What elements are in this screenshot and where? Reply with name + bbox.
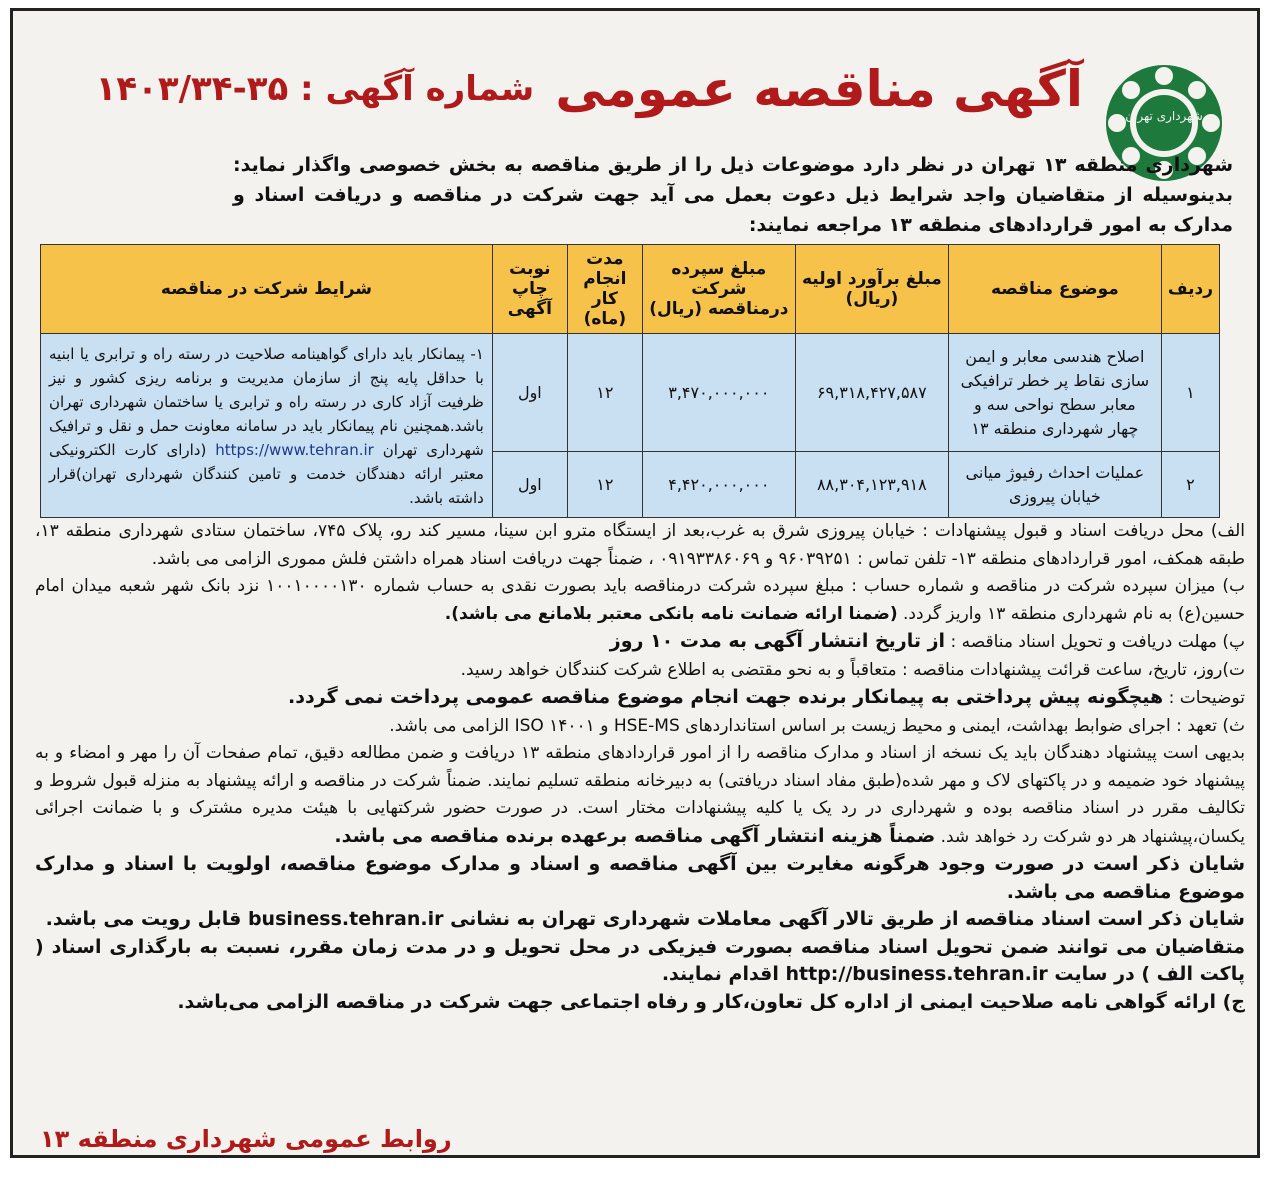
conditions-tail: (دارای کارت الکترونیکی معتبر ارائه دهندگان خدمت و تامین کنندگان شهرداری تهران)قرار داشته باشد. [49,440,484,507]
cell-conditions [41,334,493,518]
general-bold: ضمناً هزینه انتشار آگهی مناقصه برعهده برنده مناقصه می باشد. [334,824,936,847]
title-row [43,60,1083,150]
corner-blank [990,1160,1273,1193]
table-header-row [41,245,1220,334]
cell-deposit: ۴,۴۲۰,۰۰۰,۰۰۰ [642,452,795,518]
clause-pe [35,628,1245,657]
clause-be-text: ب) میزان سپرده شرکت در مناقصه و شماره حساب : مبلغ سپرده شرکت درمناقصه باید بصورت نقدی به حساب شماره ۱۰۰۱۰۰۰۰۱۳۰ نزد بانک شهر شعبه میدان امام حسین(ع) به نام شهرداری منطقه ۱۳ واریز گردد. [35,576,1245,624]
cell-print: اول [492,452,567,518]
cell-print: اول [492,334,567,452]
tender-table [40,244,1220,518]
header-conditions: شرایط شرکت در مناقصه [41,245,493,334]
cell-row-number: ۲ [1161,452,1219,518]
clause-jim: ج) ارائه گواهی نامه صلاحیت ایمنی از اداره کل تعاون،کار و رفاه اجتماعی جهت شرکت در مناقصه الزامی می‌باشد. [177,990,1245,1013]
clause-notes [35,684,1245,713]
header-subject: موضوع مناقصه [948,245,1161,334]
notes-label: توضیحات : [1168,688,1245,708]
header-row-number: ردیف [1161,245,1219,334]
note-portal: شایان ذکر است اسناد مناقصه از طریق تالار آگهی معاملات شهرداری تهران به نشانی business.tehran.ir قابل رویت می باشد. [45,908,1245,930]
notes-bold: هیچگونه پیش پرداختی به پیمانکار برنده جهت انجام موضوع مناقصه عمومی پرداخت نمی گردد. [288,686,1164,708]
cell-estimate: ۸۸,۳۰۴,۱۲۳,۹۱۸ [795,452,948,518]
table-row [41,334,1220,452]
cell-estimate: ۶۹,۳۱۸,۴۲۷,۵۸۷ [795,334,948,452]
cell-row-number: ۱ [1161,334,1219,452]
header-duration: مدت انجام کار (ماه) [567,245,642,334]
conditions-link[interactable]: https://www.tehran.ir [215,440,374,459]
logo-text: شهرداری تهران [1125,109,1203,123]
clause-general [35,740,1245,851]
notice-number: شماره آگهی : ۳۵-۱۴۰۳/۳۴ [95,69,535,109]
clause-be-bold: (ضمنا ارائه ضمانت نامه بانکی معتبر بلامانع می باشد). [444,603,898,624]
header-deposit: مبلغ سپرده شرکت درمناقصه (ریال) [642,245,795,334]
clause-alef: الف) محل دریافت اسناد و قبول پیشنهادات : خیابان پیروزی شرق به غرب،بعد از ایستگاه مترو ابن سینا، مسیر کند رو، پلاک ۷۴۵، ساختمان ستادی شهرداری منطقه ۱۳، طبقه همکف، امور قراردادهای منطقه ۱۳- تلفن تماس : ۹۶۰۳۹۲۵۱ و ۰۹۱۹۳۳۸۶۰۶۹ ، ضمناً جهت دریافت اسناد همراه داشتن فلش مموری الزامی می باشد. [35,521,1246,569]
general-text: بدیهی است پیشنهاد دهندگان باید یک نسخه از اسناد و مدارک مناقصه را از امور قراردادهای منطقه ۱۳ دریافت و ضمن مطالعه دقیق، تمام صفحات آن را مهر و امضاء و به پیشنهاد خود ضمیمه و در پاکتهای لاک و مهر شده(طبق مفاد اسناد دریافتی) به دبیرخانه منطقه تسلیم نمایند. ضمناً شرکت در مناقصه و ارائه پیشنهاد به منزله قبول شروط و تکالیف مقرر در اسناد مناقصه بوده و شهرداری در رد یک یا کلیه پیشنهادات مختار است. در صورت حضور شرکتهایی با هیئت مدیره مشترک و با ضمانت اجرائی یکسان،پیشنهاد هر دو شرکت رد خواهد شد. [35,743,1245,847]
notice-body [35,518,1245,1016]
note-upload: متقاضیان می توانند ضمن تحویل اسناد مناقصه بصورت فیزیکی در محل تحویل و در مدت زمان مقرر، نسبت به بارگذاری اسناد ( پاکت الف ) در سایت http://business.tehran.ir اقدام نمایند. [35,935,1245,985]
clause-be [35,573,1245,628]
conditions-text: ۱- پیمانکار باید دارای گواهینامه صلاحیت در رسته راه و ترابری یا ابنیه با حداقل پایه پنج از سازمان مدیریت و برنامه ریزی کشور و نیز ظرفیت آزاد کاری در رسته راه و ترابری یا ساختمان شهرداری تهران باشد.همچنین نام پیمانکار باید در سامانه معاونت حمل و نقل و ترافیک شهرداری تهران [49,344,484,459]
clause-pe-bold: از تاریخ انتشار آگهی به مدت ۱۰ روز [609,630,946,652]
cell-subject: اصلاح هندسی معابر و ایمن سازی نقاط پر خطر ترافیکی معابر سطح نواحی سه و چهار شهرداری منطقه ۱۳ [948,334,1161,452]
notice-title: آگهی مناقصه عمومی [555,60,1083,118]
note-discrepancy: شایان ذکر است در صورت وجود هرگونه مغایرت بین آگهی مناقصه و اسناد و مدارک موضوع مناقصه، اولویت با اسناد و مدارک موضوع مناقصه می باشد. [35,853,1245,903]
cell-subject: عملیات احداث رفیوژ میانی خیابان پیروزی [948,452,1161,518]
clause-te: ت)روز، تاریخ، ساعت قرائت پیشنهادات مناقصه : متعاقباً و به نحو مقتضی به اطلاع شرکت کنندگان خواهد رسید. [460,659,1245,680]
clause-se: ث) تعهد : اجرای ضوابط بهداشت، ایمنی و محیط زیست بر اساس استانداردهای HSE-MS و ISO ۱۴۰۰۱ الزامی می باشد. [389,715,1245,736]
cell-deposit: ۳,۴۷۰,۰۰۰,۰۰۰ [642,334,795,452]
footer-signature: روابط عمومی شهرداری منطقه ۱۳ [40,1125,452,1153]
clause-pe-text: پ) مهلت دریافت و تحویل اسناد مناقصه : [950,632,1245,652]
cell-duration: ۱۲ [567,452,642,518]
cell-duration: ۱۲ [567,334,642,452]
intro-paragraph: شهرداری منطقه ۱۳ تهران در نظر دارد موضوعات ذیل را از طریق مناقصه به بخش خصوصی واگذار نماید: بدینوسیله از متقاضیان واجد شرایط ذیل دعوت بعمل می آید جهت شرکت در مناقصه و دریافت اسناد و مدارک به امور قراردادهای منطقه ۱۳ مراجعه نمایند: [233,154,1234,236]
header-print: نوبت چاپ آگهی [492,245,567,334]
header-estimate: مبلغ برآورد اولیه (ریال) [795,245,948,334]
